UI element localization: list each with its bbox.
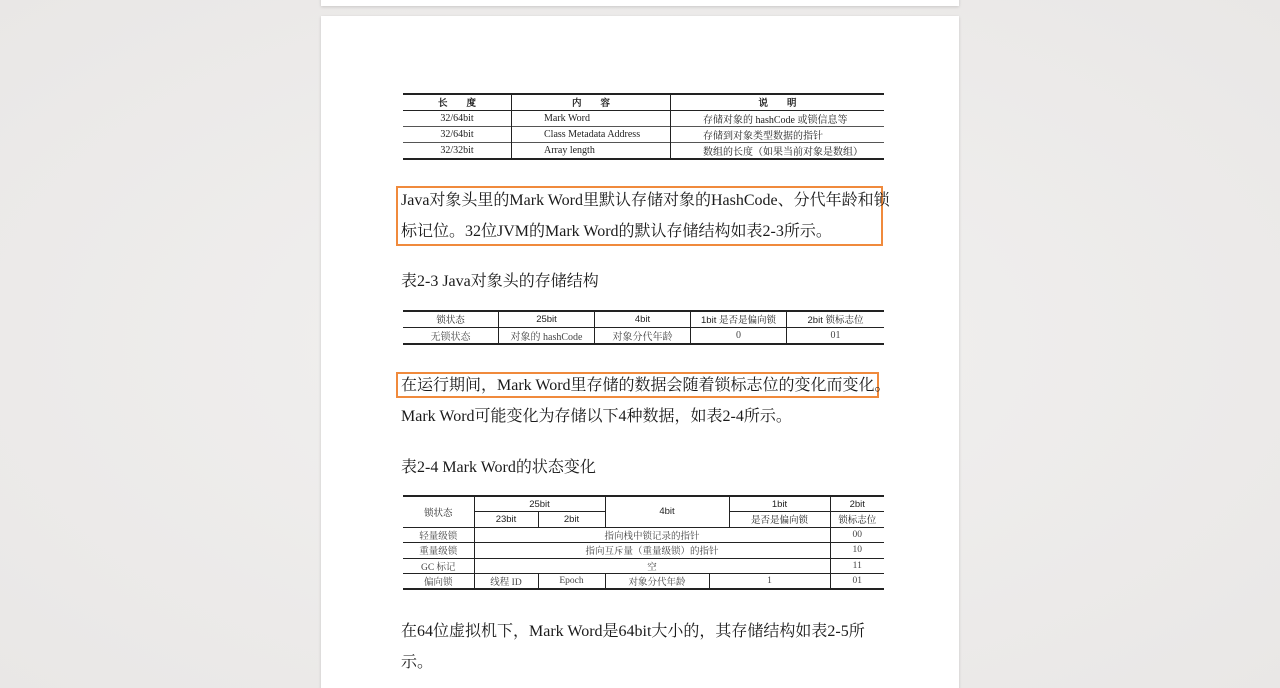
document-page bbox=[321, 16, 959, 688]
table-row bbox=[403, 327, 884, 344]
column-header: 2bit bbox=[830, 496, 884, 512]
column-header: 2bit 锁标志位 bbox=[787, 311, 885, 327]
column-header: 4bit bbox=[605, 496, 729, 527]
table-header-row bbox=[403, 496, 884, 512]
table-cell: Class Metadata Address bbox=[512, 126, 671, 142]
column-header: 25bit bbox=[474, 496, 605, 512]
table-cell: 32/64bit bbox=[403, 110, 512, 126]
paragraph-mark-word-default bbox=[401, 185, 890, 247]
table-cell: 32/64bit bbox=[403, 126, 512, 142]
table-cell: 11 bbox=[830, 558, 884, 574]
column-header: 长 度 bbox=[403, 94, 512, 110]
table-cell: 重量级锁 bbox=[403, 543, 474, 559]
paragraph-line: 在运行期间，Mark Word里存储的数据会随着锁标志位的变化而变化。 bbox=[401, 377, 891, 394]
table-cell: Array length bbox=[512, 142, 671, 159]
java-object-header-structure-table bbox=[403, 310, 884, 345]
table-cell: 指向栈中锁记录的指针 bbox=[474, 527, 830, 543]
table-cell: 对象分代年龄 bbox=[595, 327, 691, 344]
paragraph-line: Mark Word可能变化为存储以下4种数据，如表2-4所示。 bbox=[401, 408, 792, 425]
table-cell: 01 bbox=[787, 327, 885, 344]
previous-page bbox=[321, 0, 959, 6]
table-header-row bbox=[403, 311, 884, 327]
table-cell: Epoch bbox=[538, 574, 605, 590]
table-cell: 线程 ID bbox=[474, 574, 538, 590]
column-header: 2bit bbox=[538, 512, 605, 528]
column-header: 是否是偏向锁 bbox=[729, 512, 830, 528]
table-cell: 10 bbox=[830, 543, 884, 559]
table-cell: GC 标记 bbox=[403, 558, 474, 574]
table-row bbox=[403, 543, 884, 559]
column-header: 说 明 bbox=[671, 94, 885, 110]
paragraph-mark-word-runtime bbox=[401, 370, 891, 432]
table-cell: 存储对象的 hashCode 或锁信息等 bbox=[671, 110, 885, 126]
table-row bbox=[403, 142, 884, 159]
column-header: 25bit bbox=[499, 311, 595, 327]
table-cell: 存储到对象类型数据的指针 bbox=[671, 126, 885, 142]
column-header: 内 容 bbox=[512, 94, 671, 110]
table-row bbox=[403, 527, 884, 543]
table-caption: 表2-4 Mark Word的状态变化 bbox=[401, 459, 596, 476]
table-cell: 轻量级锁 bbox=[403, 527, 474, 543]
table-row bbox=[403, 110, 884, 126]
table-cell: 0 bbox=[691, 327, 787, 344]
column-header: 1bit 是否是偏向锁 bbox=[691, 311, 787, 327]
table-cell: 对象的 hashCode bbox=[499, 327, 595, 344]
table-row bbox=[403, 558, 884, 574]
table-caption: 表2-3 Java对象头的存储结构 bbox=[401, 273, 599, 290]
paragraph-line: 示。 bbox=[401, 654, 434, 671]
table-row bbox=[403, 574, 884, 590]
column-header: 锁标志位 bbox=[830, 512, 884, 528]
column-header: 锁状态 bbox=[403, 496, 474, 527]
table-row bbox=[403, 126, 884, 142]
table-cell: 数组的长度（如果当前对象是数组） bbox=[671, 142, 885, 159]
object-header-table bbox=[403, 93, 884, 160]
column-header: 1bit bbox=[729, 496, 830, 512]
paragraph-line: 标记位。32位JVM的Mark Word的默认存储结构如表2-3所示。 bbox=[401, 223, 832, 240]
table-cell: 00 bbox=[830, 527, 884, 543]
table-cell: 无锁状态 bbox=[430, 331, 471, 343]
table-cell: 空 bbox=[474, 558, 830, 574]
table-cell: 32/32bit bbox=[403, 142, 512, 159]
paragraph-line: Java对象头里的Mark Word里默认存储对象的HashCode、分代年龄和锁 bbox=[401, 192, 890, 209]
column-header: 4bit bbox=[595, 311, 691, 327]
column-header: 23bit bbox=[474, 512, 538, 528]
table-cell: 偏向锁 bbox=[403, 574, 474, 590]
column-header: 锁状态 bbox=[403, 311, 499, 327]
paragraph-line: 在64位虚拟机下，Mark Word是64bit大小的，其存储结构如表2-5所 bbox=[401, 623, 865, 640]
table-cell: 01 bbox=[830, 574, 884, 590]
table-cell: 对象分代年龄 bbox=[605, 574, 709, 590]
mark-word-state-table bbox=[403, 495, 884, 590]
table-cell: 指向互斥量（重量级锁）的指针 bbox=[474, 543, 830, 559]
paragraph-64bit bbox=[401, 616, 865, 678]
table-header-row bbox=[403, 94, 884, 110]
table-cell: Mark Word bbox=[512, 110, 671, 126]
table-cell: 1 bbox=[709, 574, 830, 590]
